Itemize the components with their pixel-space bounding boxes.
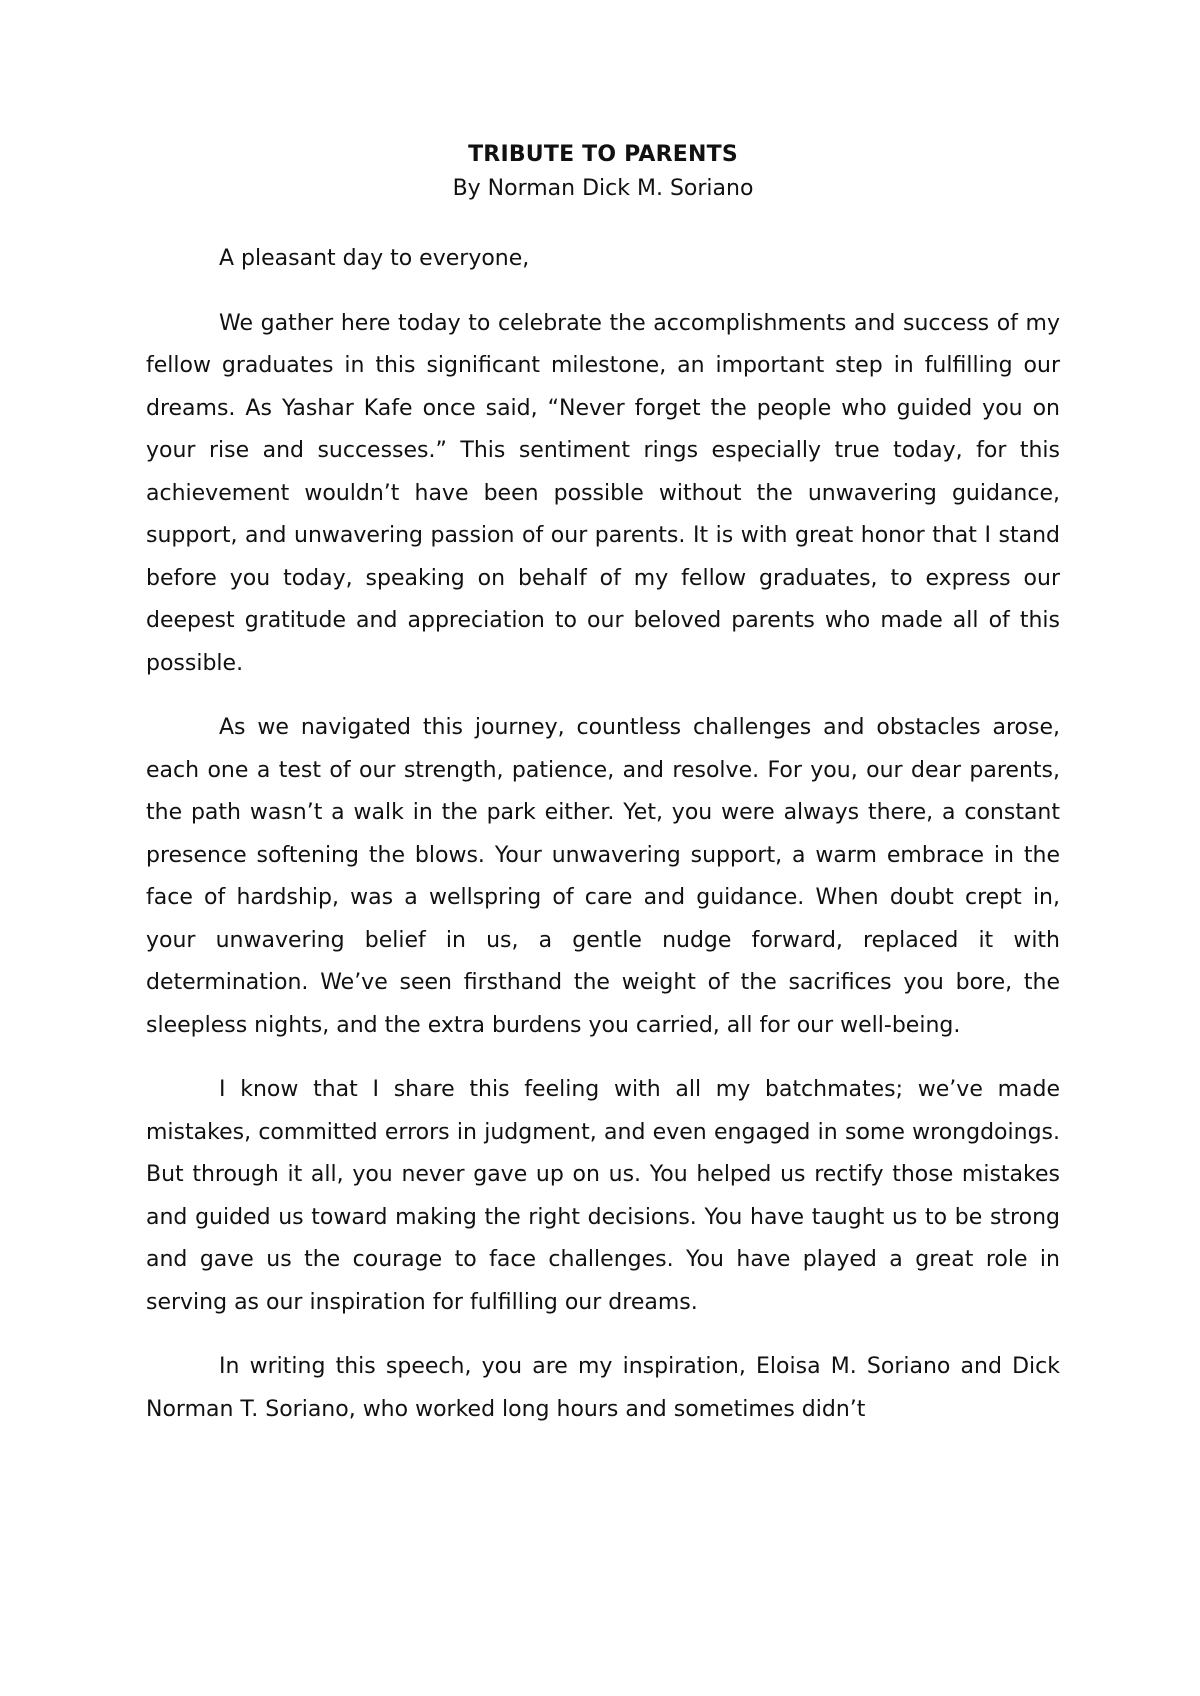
document-body	[146, 138, 1060, 1431]
paragraph: In writing this speech, you are my inspiration, Eloisa M. Soriano and Dick Norman T. Soriano, who worked long hours and sometimes didn’t	[146, 1354, 1060, 1422]
salutation: A pleasant day to everyone,	[219, 246, 530, 271]
paragraph: I know that I share this feeling with all my batchmates; we’ve made mistakes, committed errors in judgment, and even engaged in some wrongdoings. But through it all, you never gave up on us. You helped us rectify those mistakes and guided us toward making the right decisions. You have taught us to be strong and gave us the courage to face challenges. You have played a great role in serving as our inspiration for fulfilling our dreams.	[146, 1077, 1060, 1315]
document-title: TRIBUTE TO PARENTS	[468, 142, 738, 167]
paragraph: We gather here today to celebrate the accomplishments and success of my fellow graduates in this significant milestone, an important step in fulfilling our dreams. As Yashar Kafe once said, “Never forget the people who guided you on your rise and successes.” This sentiment rings especially true today, for this achievement wouldn’t have been possible without the unwavering guidance, support, and unwavering passion of our parents. It is with great honor that I stand before you today, speaking on behalf of my fellow graduates, to express our deepest gratitude and appreciation to our beloved parents who made all of this possible.	[146, 310, 1060, 676]
paragraph: As we navigated this journey, countless challenges and obstacles arose, each one a test of our strength, patience, and resolve. For you, our dear parents, the path wasn’t a walk in the park either. Yet, you were always there, a constant presence softening the blows. Your unwavering support, a warm embrace in the face of hardship, was a wellspring of care and guidance. When doubt crept in, your unwavering belief in us, a gentle nudge forward, replaced it with determination. We’ve seen firsthand the weight of the sacrifices you bore, the sleepless nights, and the extra burdens you carried, all for our well-being.	[146, 715, 1060, 1038]
document-author: By Norman Dick M. Soriano	[452, 176, 754, 201]
